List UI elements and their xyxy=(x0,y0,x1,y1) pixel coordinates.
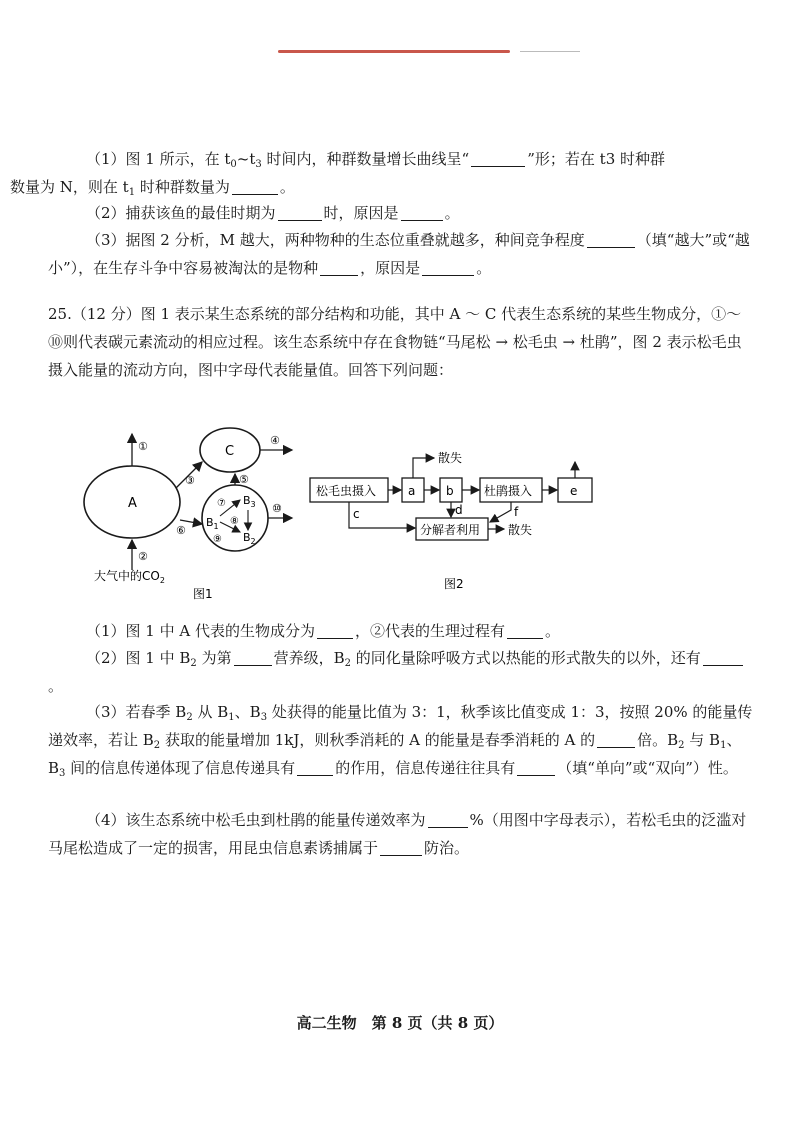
answer-blank[interactable] xyxy=(380,839,422,856)
answer-blank[interactable] xyxy=(703,649,743,666)
figure-2-caption: 图2 xyxy=(444,577,464,591)
answer-blank[interactable] xyxy=(234,649,272,666)
figure-1-caption: 图1 xyxy=(193,587,213,600)
label-cuckoo: 杜鹃摄入 xyxy=(484,484,533,498)
q25-part1: （1）图 1 中 A 代表的生物成分为 ，②代表的生理过程有 。 xyxy=(86,622,561,640)
label-decomp: 分解者利用 xyxy=(420,523,481,537)
num-8: ⑧ xyxy=(230,516,239,527)
num-3: ③ xyxy=(185,474,195,487)
answer-blank[interactable] xyxy=(587,231,635,248)
label-A: A xyxy=(128,496,137,511)
page-footer: 高二生物 第 8 页（共 8 页） xyxy=(296,1014,504,1032)
answer-blank[interactable] xyxy=(297,759,333,776)
answer-blank[interactable] xyxy=(320,259,358,276)
label-intake: 松毛虫摄入 xyxy=(316,484,377,498)
label-e: e xyxy=(570,484,578,498)
header-rule xyxy=(278,50,510,53)
answer-blank[interactable] xyxy=(517,759,555,776)
header-rule-faint xyxy=(520,51,580,52)
label-b: b xyxy=(446,484,454,498)
label-d: d xyxy=(455,503,463,517)
label-loss1: 散失 xyxy=(438,451,463,465)
q24-part3: （3）据图 2 分析，M 越大，两种物种的生态位重叠就越多，种间竞争程度 （填“越大”或“越小”），在生存斗争中容易被淘汰的是物种 ，原因是 。 xyxy=(48,231,750,277)
arrow-f xyxy=(490,502,511,522)
label-B2: $B_2$ xyxy=(243,531,256,546)
label-f: f xyxy=(514,505,519,519)
label-B3: $B_3$ xyxy=(243,494,256,509)
label-c: c xyxy=(353,507,360,521)
num-10: ⑩ xyxy=(272,502,282,515)
answer-blank[interactable] xyxy=(507,622,543,639)
q25-part3: （3）若春季 $B_2$ 从 $B_1$、$B_3$ 处获得的能量比值为 3：1，秋季该比值变成 1：3，按照 20% 的能量传递效率，若让 $B_2$ 获取的能量增加 1kJ，则秋季消耗的 A 的能量是春季消耗的 A 的 倍。$B_2$ 与 $B_1$、$B_3$ 间的信息传递体现了信息传递具有 的作用，信息传递往往具有 （填“单向”或“双向”）性。 xyxy=(48,703,753,779)
answer-blank[interactable] xyxy=(401,204,443,221)
answer-blank[interactable] xyxy=(471,150,525,167)
figure-1 xyxy=(80,420,310,600)
num-9: ⑨ xyxy=(213,534,222,545)
answer-blank[interactable] xyxy=(422,259,474,276)
label-a: a xyxy=(408,484,416,498)
num-1: ① xyxy=(138,440,148,453)
label-B1: $B_1$ xyxy=(206,516,219,531)
arrow-a-loss xyxy=(413,458,434,478)
q25-intro: 25.（12 分）图 1 表示某生态系统的部分结构和功能，其中 A ～ C 代表生态系统的某些生物成分，①～⑩则代表碳元素流动的相应过程。该生态系统中存在食物链“马尾松 → 松毛虫 → 杜鹃”，图 2 表示松毛虫摄入能量的流动方向，图中字母代表能量值。回答下列问题： xyxy=(48,305,742,379)
q25-part2: （2）图 1 中 $B_2$ 为第 营养级，$B_2$ 的同化量除呼吸方式以热能的形式散失的以外，还有。 xyxy=(48,644,754,700)
answer-blank[interactable] xyxy=(278,204,322,221)
figure-2 xyxy=(306,440,606,600)
answer-blank[interactable] xyxy=(317,622,353,639)
label-loss2: 散失 xyxy=(508,523,533,537)
co2-label: 大气中的$CO_2$ xyxy=(94,569,165,585)
label-C: C xyxy=(225,444,235,459)
num-4: ④ xyxy=(270,434,280,447)
answer-blank[interactable] xyxy=(232,178,278,195)
q24-part2: （2）捕获该鱼的最佳时期为 时，原因是 。 xyxy=(86,204,460,222)
num-6: ⑥ xyxy=(176,524,186,537)
q25-part4: （4）该生态系统中松毛虫到杜鹃的能量传递效率为 %（用图中字母表示），若松毛虫的泛滥对马尾松造成了一定的损害，用昆虫信息素诱捕属于 防治。 xyxy=(48,811,747,857)
answer-blank[interactable] xyxy=(428,811,468,828)
num-2: ② xyxy=(138,550,148,563)
num-7: ⑦ xyxy=(217,498,226,509)
answer-blank[interactable] xyxy=(597,731,635,748)
q24-part1: （1）图 1 所示，在 $t_0\sim t_3$ 时间内，种群数量增长曲线呈“ ”形；若在 t3 时种群 数量为 N，则在 $t_1$ 时种群数量为 。 xyxy=(10,150,666,198)
num-5: ⑤ xyxy=(239,473,249,486)
